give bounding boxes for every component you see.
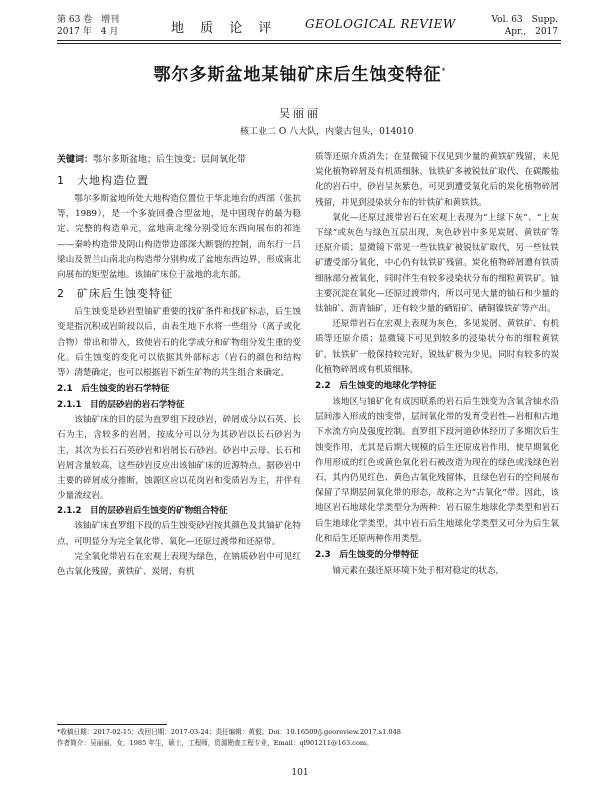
keywords-label: 关键词：: [57, 155, 94, 165]
section-2-heading: 2 矿床后生蚀变特征: [57, 287, 173, 301]
section-2-1-1-paragraph: 该铀矿床的目的层为直罗组下段砂岩，碎屑成分以石英、长石为主，含较多的岩屑，按成分可以分为其砂岩以长石砂岩为主，其次为长石石英砂岩和岩屑长石砂岩。砂岩中云母、长石和岩屑含量较高，这些砂岩反应出该铀矿床的近源特点。据砂岩中主要的碎屑成分推断，蚀源区应以花岗岩和变质岩为主，并伴有少量流纹岩。: [57, 415, 301, 502]
header-rule-thick: [57, 40, 561, 41]
footnote-author-info: 作者简介：吴丽丽，女，1985 年生，硕士，工程师，资源勘查工程专业，Email：ql901211@163.com。: [57, 739, 373, 747]
header-vol-en: Vol. 63 Supp.: [491, 15, 558, 25]
section-1-paragraph: 鄂尔多斯盆地所处大地构造位置位于华北地台的西部（张抗等，1989），是一个多旋回叠合型盆地，是中国现存的最为稳定、完整的构造单元，盆地南北缘分别受近东西向展布的祁连——秦岭构造带及阴山构造带边部深大断裂的控制，而东行一吕梁山及贺兰山南北向构造带分别构成了盆地东西边界，形成南北向展布的矩型盆地。该铀矿床位于盆地的北东部。: [57, 194, 301, 281]
page-number: 101: [291, 768, 309, 778]
section-2-1-2-heading: 2.1.2 目的层砂岩后生蚀变的矿物组合特征: [57, 506, 228, 517]
section-2-1-1-heading: 2.1.1 目的层砂岩的岩石学特征: [57, 400, 185, 411]
article-title: [0, 60, 600, 85]
section-2-2-heading: 2.2 后生蚀变的地球化学特征: [315, 381, 437, 392]
footnote-rule: [57, 724, 167, 725]
author-affiliation: 核工业二 O 八大队，内蒙古包头，014010: [240, 127, 414, 137]
author-name: 吴丽丽: [279, 107, 321, 120]
header-rule-thin: [57, 43, 561, 44]
right-paragraph-continued: 质等还原介质消失；在显微镜下仅见到少量的黄铁矿残留，未见炭化植物碎屑及有机质细脉，钛铁矿多被锐钛矿取代、在碳酸盐化的岩石中，砂岩呈灰紫色，可见到遭受氧化后的炭化植物碎屑残留，并见到浸染状分布的针铁矿和黄铁铁。: [315, 152, 559, 208]
article-title-text: 鄂尔多斯盆地某铀矿床后生蚀变特征: [153, 65, 442, 85]
header-date-en: Apr., 2017: [504, 27, 558, 37]
keywords-text: 鄂尔多斯盆地；后生蚀变；层间氧化带: [93, 155, 247, 165]
section-2-1-2-paragraph-1: 该铀矿床直罗组下段的后生蚀变砂岩按其颜色及其铀矿化特点，可明显分为完全氧化带、氧化—还原过渡带和还原带。: [57, 521, 301, 547]
transition-zone-paragraph: 氧化—还原过渡带岩石在宏观上表现为“上绿下灰”、“上灰下绿”或灰色与绿色互层出现，灰色砂岩中多见炭屑、黄铁矿等还原介质；显微镜下常见一些钛铁矿被锐钛矿取代，另一些钛铁矿遭受部分氧化，中心仍有钛铁矿残留。炭化植物碎屑遭有铁质细脉部分被氧化，同时伴生有较多浸染状分布的细粒黄铁矿。铀主要沉淀在氧化—还原过渡带内，所以可见大量的铀石和少量的钛铀矿、沥青铀矿，还有较少量的硒铅矿、硒铜镍铁矿等产出。: [315, 212, 559, 315]
section-2-paragraph: 后生蚀变是砂岩型铀矿重要的找矿条件和找矿标志，后生蚀变是指沉积成岩阶段以后，由表生地下水将一些组分（离子或化合物）带出和带入，致使岩石的化学成分和矿物组分发生重的变化。后生蚀变的变化可以依据其外部标志（岩石的颜色和结构等）清楚确定，也可以根据岩下新生矿物的共生组合来确定。: [57, 307, 301, 379]
footnote-dates: *收稿日期：2017-02-15；改回日期：2017-03-24；责任编辑：黄毅。Doi：10.16509/j.georeview.2017.s1.048: [57, 728, 401, 736]
section-1-heading: 1 大地构造位置: [57, 174, 149, 187]
section-2-1-heading: 2.1 后生蚀变的岩石学特征: [57, 384, 170, 395]
section-2-3-heading: 2.3 后生蚀变的分带特征: [315, 550, 419, 561]
keywords-line: [57, 152, 246, 165]
header-journal-en: GEOLOGICAL REVIEW: [305, 17, 456, 31]
left-column: [57, 170, 301, 580]
section-2-1-2-paragraph-2: 完全氧化带岩石在宏观上表现为绿色，在钠质砂岩中可见红色古氧化残留，黄铁矿、炭屑、有机: [57, 551, 301, 578]
section-2-2-paragraph: 该地区与铀矿化有成因联系的岩石后生蚀变为含氧含铀水沿层间渗入形成的蚀变带，层间氧化带的发育受岩性—岩相和古地下水流方向及强度控制。直罗组下段河道砂体经历了多期次后生蚀变作用，尤其是后期大规模的后生还原成岩作用，使早期氧化作用形成的红色或黄色氧化岩石被改造为现在的绿色或浅绿色岩石，其内仍见红色、黄色古氧化残留体，且绿色岩石的空间展布保留了早期层间氧化带的形态，故称之为“古氧化”带。因此，该地区岩石地球化学类型分为两种：岩石原生地球化学类型和岩石后生地球化学类型，其中岩石后生地球化学类型又可分为后生氧化和后生还原两种作用类型。: [315, 397, 559, 544]
title-footnote-mark: *: [441, 66, 447, 76]
section-2-3-paragraph: 铀元素在强还原环境下处于相对稳定的状态，: [332, 566, 505, 577]
right-column: [315, 150, 559, 579]
header-date-cn: 2017 年 4 月: [57, 27, 119, 37]
footnote: [57, 727, 401, 749]
header-journal-cn: 地 质 论 评: [171, 21, 278, 36]
header-volume-en: [478, 14, 558, 38]
reduction-zone-paragraph: 还原带岩石在宏观上表现为灰色，多见炭屑、黄铁矿、有机质等还原介质；显微镜下可见到较多的浸染状分布的细粒黄铁矿，钛铁矿一般保持较完好，锐钛矿极为少见，同时有较多的炭化植物碎屑或有机质细脉。: [315, 319, 559, 375]
header-volume-cn: [57, 14, 119, 38]
header-vol-cn: 第 63 卷 增刊: [57, 15, 120, 25]
